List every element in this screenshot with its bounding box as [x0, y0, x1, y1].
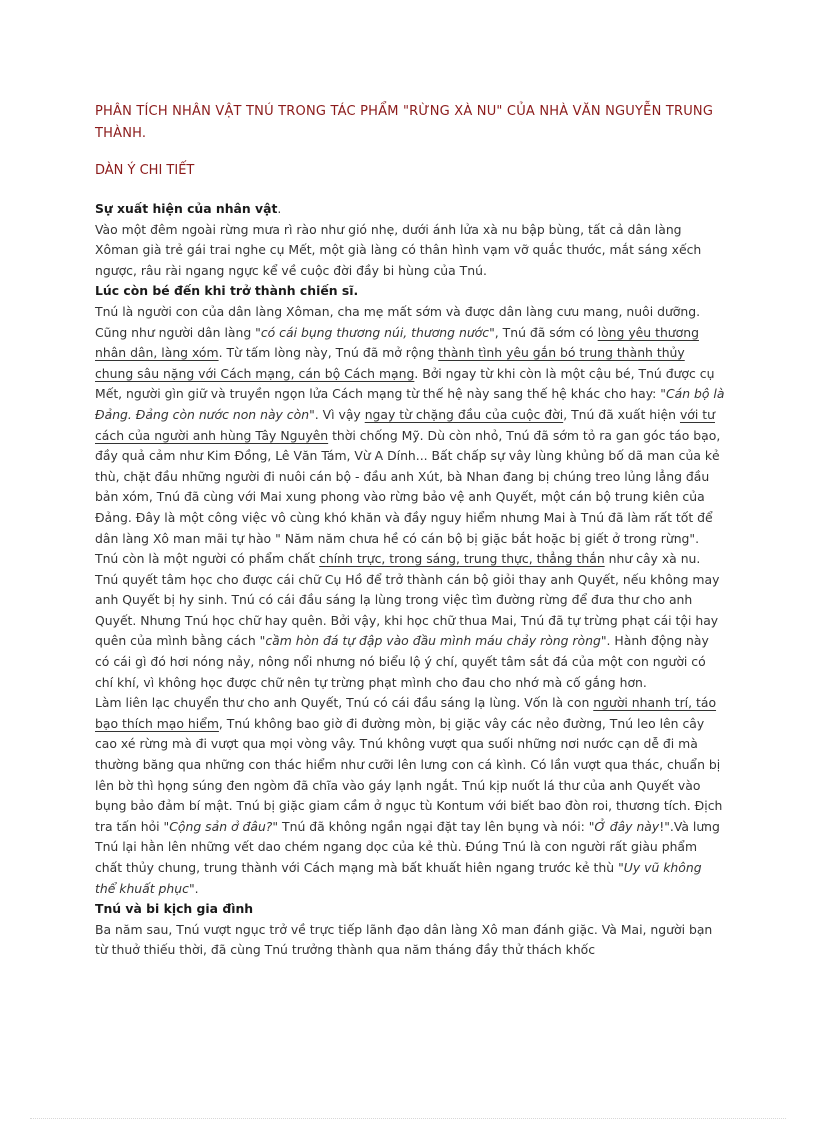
italic-quote: Cán bộ là Đảng. Đảng còn nước non này còn: [95, 386, 725, 422]
text-run: . Bởi ngay từ khi còn là một cậu bé, Tnú được cụ Mết, người gìn giữ và truyền ngọn lửa Cách mạng từ thế hệ này sang thế hệ khác cho hay: ": [95, 365, 715, 402]
paragraph-childhood-1: [95, 302, 725, 549]
text-run: ". Vì vậy: [309, 406, 365, 422]
section-heading-childhood: Lúc còn bé đến khi trở thành chiến sĩ.: [95, 283, 359, 299]
document-body: [95, 199, 725, 961]
text-run: , Tnú đã xuất hiện: [563, 406, 680, 422]
italic-quote: có cái bụng thương núi, thương nước: [260, 324, 490, 340]
paragraph-family-tragedy: Ba năm sau, Tnú vượt ngục trở về trực tiếp lãnh đạo dân làng Xô man đánh giặc. Và Mai, người bạn từ thuở thiếu thời, đã cùng Tnú trưởng thành qua năm tháng đầy thử thách khốc: [95, 921, 713, 958]
section-heading-family-tragedy: Tnú và bi kịch gia đình: [95, 901, 254, 917]
text-run: Tnú là người con của dân làng Xôman, cha mẹ mất sớm và được dân làng cưu mang, nuôi dưỡng. Cũng như người dân làng ": [95, 303, 701, 340]
text-run: ", Tnú đã sớm có: [489, 324, 598, 340]
text-run: Tnú còn là một người có phẩm chất: [95, 551, 320, 567]
paragraph-childhood-3: [95, 693, 725, 899]
underlined-phrase: ngay từ chặng đầu của cuộc đời: [364, 406, 564, 422]
text-run: ". Hành động này có cái gì đó hơi nóng nảy, nông nổi nhưng nó biểu lộ ý chí, quyết tâm sắt đá của một con người có chí khí, vì không học được chữ nên tự trừng phạt mình cho đau cho nhớ mà cố gắng hơn.: [95, 633, 709, 690]
text-run: !".Và lưng Tnú lại hằn lên những vết dao chém ngang dọc của kẻ thù. Đúng Tnú là con người rất giàu phẩm chất thủy chung, trung thành với Cách mạng mà bất khuất hiên ngang trước kẻ thù ": [95, 818, 720, 875]
paragraph-appearance: Vào một đêm ngoài rừng mưa rì rào như gió nhẹ, dưới ánh lửa xà nu bập bùng, tất cả dân làng Xôman già trẻ gái trai nghe cụ Mết, một già làng có thân hình vạm vỡ quắc thước, mắt sáng xếch ngược, râu rài ngang ngực kể về cuộc đời đầy bi hùng của Tnú.: [95, 221, 702, 278]
underlined-phrase: lòng yêu thương nhân dân, làng xóm: [95, 324, 699, 361]
heading-period: .: [277, 201, 282, 216]
text-run: như cây xà nu. Tnú quyết tâm học cho được cái chữ Cụ Hồ để trở thành cán bộ giỏi thay anh Quyết, nếu không may anh Quyết bị hy sinh. Tnú có cái đầu sáng lạ lùng trong việc tìm đường rừng để đưa thư cho anh Quyết. Nhưng Tnú học chữ hay quên. Bởi vậy, khi học chữ thua Mai, Tnú đã tự trừng phạt cái tội hay quên của mình bằng cách ": [95, 551, 720, 649]
text-run: thời chống Mỹ. Dù còn nhỏ, Tnú đã sớm tỏ ra gan góc táo bạo, đầy quả cảm như Kim Đồng, Lê Văn Tám, Vừ A Dính... Bất chấp sự vây lùng khủng bố dã man của kẻ thù, chặt đầu những người đi nuôi cán bộ - đầu anh Xút, bà Nhan đang bị chúng treo lủng lẳng đầu bản xóm, Tnú đã cùng với Mai xung phong vào rừng bảo vệ anh Quyết, một cán bộ trung kiên của Đảng. Đây là một công việc vô cùng khó khăn và đầy nguy hiểm nhưng Mai à Tnú đã làm rất tốt để dân làng Xô man mãi tự hào " Năm năm chưa hề có cán bộ bị giặc bắt hoặc bị giết ở trong rừng".: [95, 427, 721, 546]
text-run: , Tnú không bao giờ đi đường mòn, bị giặc vây các nẻo đường, Tnú leo lên cây cao xé rừng mà đi vượt qua mọi vòng vây. Tnú không vượt qua suối những nơi nước cạn dễ đi mà thường băng qua những con thác hiểm như cưỡi lên lưng con cá kình. Có lần vượt qua thác, chuẩn bị lên bờ thì họng súng đen ngòm đã chĩa vào gáy lạnh ngắt. Tnú kịp nuốt lá thư của anh Quyết vào bụng bảo đảm bí mật. Tnú bị giặc giam cầm ở ngục tù Kontum với biết bao đòn roi, thương tích. Địch tra tấn hỏi ": [95, 715, 723, 834]
text-run: . Từ tấm lòng này, Tnú đã mở rộng: [218, 345, 439, 361]
heading-text: Sự xuất hiện của nhân vật: [95, 201, 278, 216]
section-heading-appearance: [95, 199, 725, 220]
outline-label: DÀN Ý CHI TIẾT: [95, 163, 195, 178]
italic-quote: cầm hòn đá tự đập vào đầu mình máu chảy ròng ròng: [265, 633, 601, 649]
italic-quote: Cộng sản ở đâu?: [169, 818, 273, 834]
text-run: ".: [188, 880, 199, 896]
underlined-phrase: với tư cách của người anh hùng Tây Nguyên: [95, 406, 715, 443]
italic-quote: Uy vũ không thể khuất phục: [95, 860, 702, 896]
page-bottom-divider: [30, 1118, 786, 1119]
underlined-phrase: chính trực, trong sáng, trung thực, thẳng thắn: [319, 551, 605, 567]
document-title: PHÂN TÍCH NHÂN VẬT TNÚ TRONG TÁC PHẨM "RỪNG XÀ NU" CỦA NHÀ VĂN NGUYỄN TRUNG THÀNH.: [95, 104, 714, 141]
underlined-phrase: thành tình yêu gắn bó trung thành thủy chung sâu nặng với Cách mạng, cán bộ Cách mạng: [95, 345, 685, 381]
paragraph-childhood-2: [95, 549, 725, 693]
text-run: " Tnú đã không ngần ngại đặt tay lên bụng và nói: ": [272, 818, 595, 834]
italic-quote: Ở đây này: [594, 818, 660, 834]
underlined-phrase: người nhanh trí, táo bạo thích mạo hiểm: [95, 695, 717, 731]
text-run: Làm liên lạc chuyển thư cho anh Quyết, Tnú có cái đầu sáng lạ lùng. Vốn là con: [95, 695, 594, 711]
